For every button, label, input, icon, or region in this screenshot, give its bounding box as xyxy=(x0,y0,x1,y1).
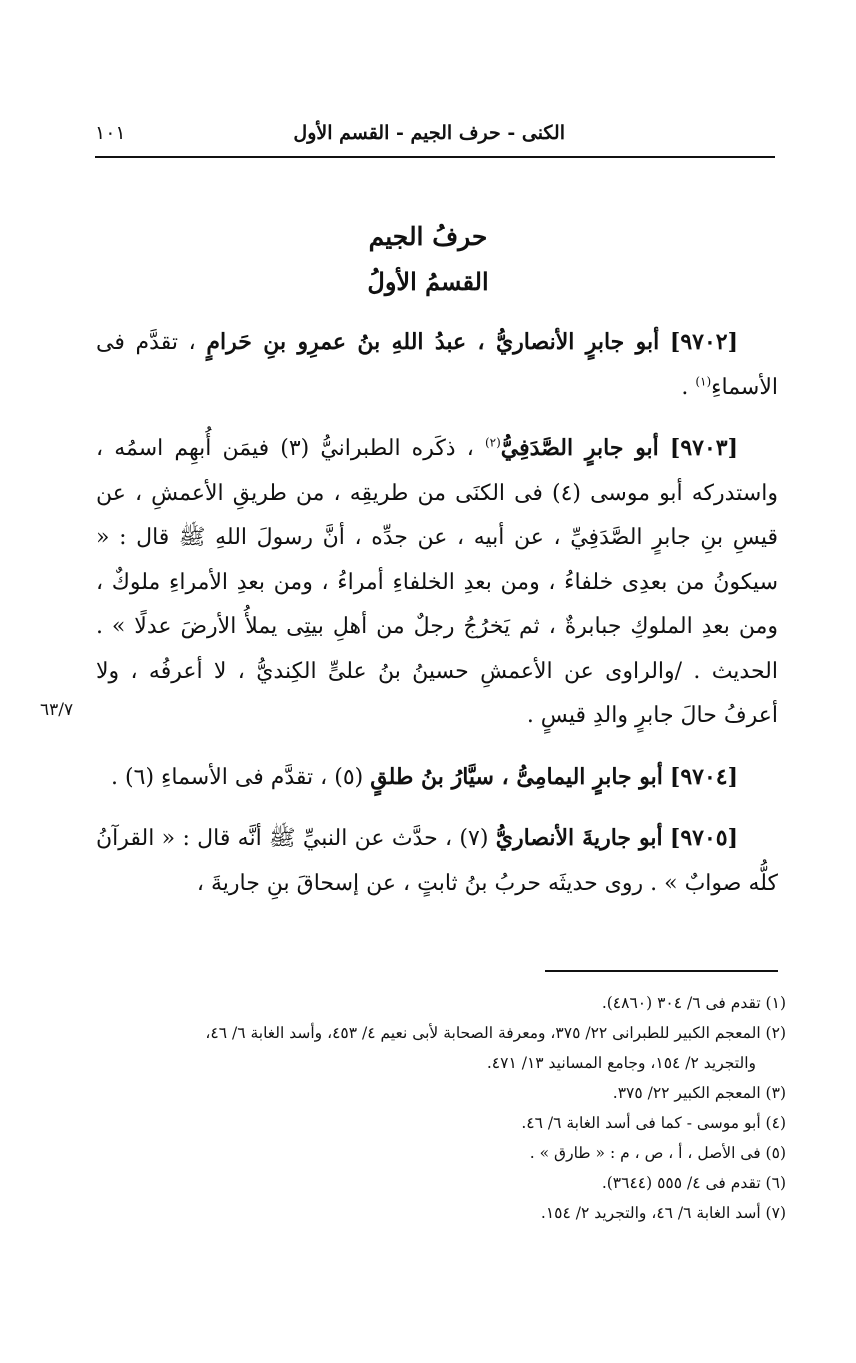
page-number: ١٠١ xyxy=(95,122,126,144)
entry-9704 xyxy=(96,755,778,801)
footnote: (٤) أبو موسى - كما فى أسد الغابة ٦/ ٤٦. xyxy=(521,1114,786,1132)
entry-text: (٥) ، تقدَّم فى الأسماءِ (٦) . xyxy=(111,764,364,790)
entry-number: [٩٧٠٤] xyxy=(669,763,738,790)
entry-9702 xyxy=(96,320,778,410)
footnote-continuation: والتجريد ٢/ ١٥٤، وجامع المسانيد ١٣/ ٤٧١. xyxy=(486,1054,756,1072)
entry-text: (٧) ، حدَّث عن النبيِّ ﷺ أنَّه قال : « القرآنُ كلُّه صوابٌ » . روى حديثَه حربُ بنُ ثابتٍ ، عن إسحاقَ بنِ جاريةَ ، xyxy=(96,826,778,896)
running-header xyxy=(95,120,775,160)
section-title: حرفُ الجيم xyxy=(368,222,488,251)
footnote-rule xyxy=(545,970,778,972)
entry-heading: أبو جابرٍ الصَّدَفِيُّ xyxy=(500,435,659,461)
footnote: (٣) المعجم الكبير ٢٢/ ٣٧٥. xyxy=(612,1084,786,1102)
footnote: (٧) أسد الغابة ٦/ ٤٦، والتجريد ٢/ ١٥٤. xyxy=(540,1204,786,1222)
entry-9703 xyxy=(96,426,778,739)
header-rule xyxy=(95,156,775,158)
footnote: (١) تقدم فى ٦/ ٣٠٤ (٤٨٦٠). xyxy=(601,994,786,1012)
footnote: (٢) المعجم الكبير للطبرانى ٢٢/ ٣٧٥، ومعرفة الصحابة لأبى نعيم ٤/ ٤٥٣، وأسد الغابة ٦/ ٤٦، xyxy=(205,1024,786,1042)
entry-heading: أبو جابرٍ اليمامِىُّ ، سيَّارُ بنُ طلقٍ xyxy=(370,763,663,790)
entry-number: [٩٧٠٢] xyxy=(669,329,738,355)
entry-text: ، ذكَره الطبرانيُّ (٣) فيمَن أُبهِم اسمُه ، واستدركه أبو موسى (٤) فى الكنَى من طريقِه ، من طريقِ الأعمشِ ، عن قيسِ بنِ جابرٍ الصَّدَفِيِّ ، عن أبيه ، عن جدِّه ، أنَّ رسولَ اللهِ ﷺ قال : « سيكونُ من بعدِى خلفاءُ ، ومن بعدِ الخلفاءِ أمراءُ ، ومن بعدِ الأمراءِ ملوكٌ ، ومن بعدِ الملوكِ جبابرةٌ ، ثم يَخرُجُ رجلٌ من أهلِ بيتِى يملأُ الأرضَ عدلًا » . الحديث . /والراوى عن الأعمشِ حسينُ بنُ علىٍّ الكِنديُّ ، لا أعرفُه ، ولا أعرفُ حالَ جابرٍ والدِ قيسٍ . xyxy=(96,436,778,728)
footnote: (٥) فى الأصل ، أ ، ص ، م : « طارق » . xyxy=(529,1144,786,1162)
section-subtitle: القسمُ الأولُ xyxy=(367,267,489,296)
main-text xyxy=(96,320,778,922)
header-title: الكنى - حرف الجيم - القسم الأول xyxy=(293,122,565,144)
entry-heading: أبو جابرٍ الأنصاريُّ ، عبدُ اللهِ بنُ عمرِو بنِ حَرامٍ xyxy=(206,329,660,355)
margin-reference: ٦٣/٧ xyxy=(40,700,74,720)
entry-heading: أبو جاريةَ الأنصاريُّ xyxy=(495,825,663,851)
entry-tail: . xyxy=(681,374,689,400)
entry-number: [٩٧٠٥] xyxy=(669,825,739,851)
entry-number: [٩٧٠٣] xyxy=(669,435,739,461)
entry-9705 xyxy=(96,816,778,906)
footnote-ref: (٢) xyxy=(484,435,501,450)
entry-text: ، تقدَّم فى الأسماءِ xyxy=(96,330,778,400)
footnotes xyxy=(96,988,786,1228)
footnote-ref: (١) xyxy=(695,374,712,389)
footnote: (٦) تقدم فى ٤/ ٥٥٥ (٣٦٤٤). xyxy=(601,1174,786,1192)
